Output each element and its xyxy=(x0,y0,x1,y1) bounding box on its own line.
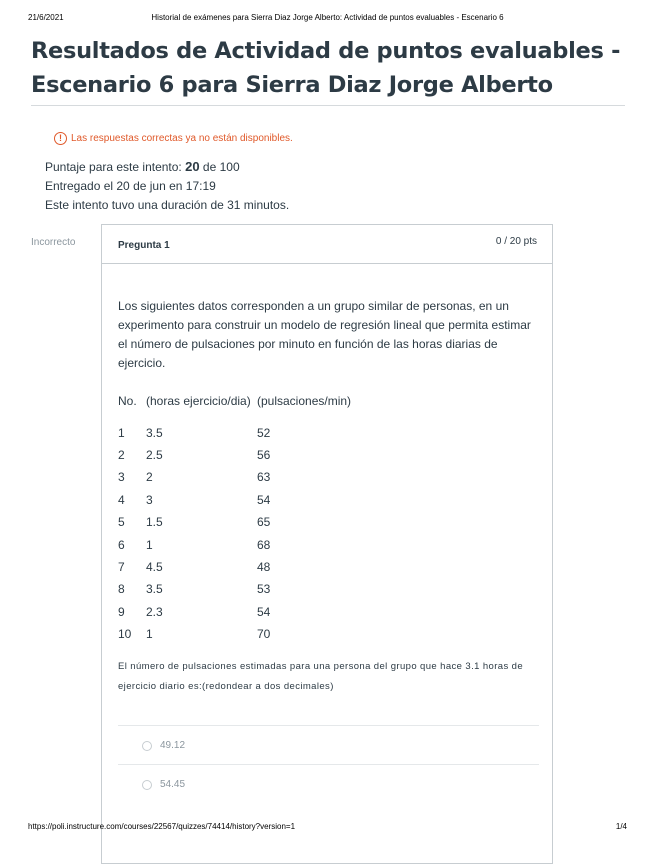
table-cell: 1 xyxy=(146,627,153,642)
table-cell: 2 xyxy=(118,448,125,463)
print-header xyxy=(28,13,627,27)
question-body xyxy=(118,297,538,646)
table-cell: 3.5 xyxy=(146,582,163,597)
table-row xyxy=(118,601,351,623)
page-title-line-2: Escenario 6 para Sierra Diaz Jorge Alberto xyxy=(31,72,553,98)
print-page-number: 1/4 xyxy=(615,822,627,831)
table-cell: 2.5 xyxy=(146,448,163,463)
page-title xyxy=(31,34,631,102)
answer-value: 54.45 xyxy=(160,779,186,790)
table-cell: 54 xyxy=(257,604,271,619)
submitted-line: Entregado el 20 de jun en 17:19 xyxy=(45,179,216,193)
table-cell: 70 xyxy=(257,627,271,642)
score-prefix: Puntaje para este intento: xyxy=(45,160,182,174)
table-cell: 3.5 xyxy=(146,425,163,440)
table-cell: 48 xyxy=(257,560,271,575)
table-row xyxy=(118,467,351,489)
table-header-cell: (horas ejercicio/dia) xyxy=(146,393,251,408)
table-row xyxy=(118,422,351,444)
answer-option[interactable] xyxy=(118,725,539,764)
print-footer xyxy=(28,822,627,831)
table-cell: 2 xyxy=(146,470,153,485)
table-cell: 54 xyxy=(257,492,271,507)
table-cell: 4.5 xyxy=(146,560,163,575)
table-cell: 2.3 xyxy=(146,604,163,619)
question-status: Incorrecto xyxy=(31,237,76,248)
table-cell: 3 xyxy=(118,470,125,485)
exclamation-circle-icon: ! xyxy=(54,132,67,145)
answer-value: 49.12 xyxy=(160,740,186,751)
table-row xyxy=(118,512,351,534)
table-cell: 6 xyxy=(118,537,125,552)
table-cell: 3 xyxy=(146,492,153,507)
data-table xyxy=(118,380,351,646)
table-header-cell: No. xyxy=(118,393,137,408)
radio-button[interactable] xyxy=(142,780,152,790)
table-cell: 53 xyxy=(257,582,271,597)
table-row xyxy=(118,624,351,646)
title-divider xyxy=(31,105,625,106)
notice-text: Las respuestas correctas ya no están disponibles. xyxy=(71,133,293,144)
score-suffix: de 100 xyxy=(202,160,240,174)
answer-list xyxy=(118,725,539,803)
table-cell: 9 xyxy=(118,604,125,619)
question-header xyxy=(102,225,552,264)
answer-option[interactable] xyxy=(118,764,539,803)
table-row xyxy=(118,489,351,511)
table-cell: 7 xyxy=(118,560,125,575)
question-name: Pregunta 1 xyxy=(118,240,170,251)
table-row xyxy=(118,534,351,556)
table-cell: 56 xyxy=(257,448,271,463)
table-cell: 1.5 xyxy=(146,515,163,530)
print-title: Historial de exámenes para Sierra Diaz Jorge Alberto: Actividad de puntos evaluables - Escenario 6 xyxy=(151,13,504,22)
print-url: https://poli.instructure.com/courses/22567/quizzes/74414/history?version=1 xyxy=(28,822,296,831)
answers-unavailable-notice xyxy=(54,132,293,145)
table-row xyxy=(118,444,351,466)
table-header-row xyxy=(118,380,351,422)
table-cell: 1 xyxy=(146,537,153,552)
table-cell: 68 xyxy=(257,537,271,552)
question-card xyxy=(101,224,553,864)
question-points: 0 / 20 pts xyxy=(495,236,537,247)
table-row xyxy=(118,556,351,578)
duration-line: Este intento tuvo una duración de 31 minutos. xyxy=(45,198,290,212)
score-line xyxy=(45,159,240,174)
table-cell: 8 xyxy=(118,582,125,597)
table-cell: 1 xyxy=(118,425,125,440)
table-header-cell: (pulsaciones/min) xyxy=(257,393,352,408)
score-value: 20 xyxy=(185,159,200,174)
table-cell: 4 xyxy=(118,492,125,507)
table-cell: 10 xyxy=(118,627,132,642)
print-date: 21/6/2021 xyxy=(28,13,64,22)
radio-button[interactable] xyxy=(142,741,152,751)
question-prompt: El número de pulsaciones estimadas para una persona del grupo que hace 3.1 horas de ejercicio diario es:(redondear a dos decimales) xyxy=(118,661,524,692)
table-cell: 63 xyxy=(257,470,271,485)
table-row xyxy=(118,579,351,601)
table-cell: 52 xyxy=(257,425,271,440)
table-cell: 65 xyxy=(257,515,271,530)
question-intro: Los siguientes datos corresponden a un grupo similar de personas, en un experimento para construir un modelo de regresión lineal que permita estimar el número de pulsaciones por minuto en función de las horas diarias de ejercicio. xyxy=(118,299,531,370)
page-title-line-1: Resultados de Actividad de puntos evaluables - xyxy=(31,38,621,64)
table-cell: 5 xyxy=(118,515,125,530)
